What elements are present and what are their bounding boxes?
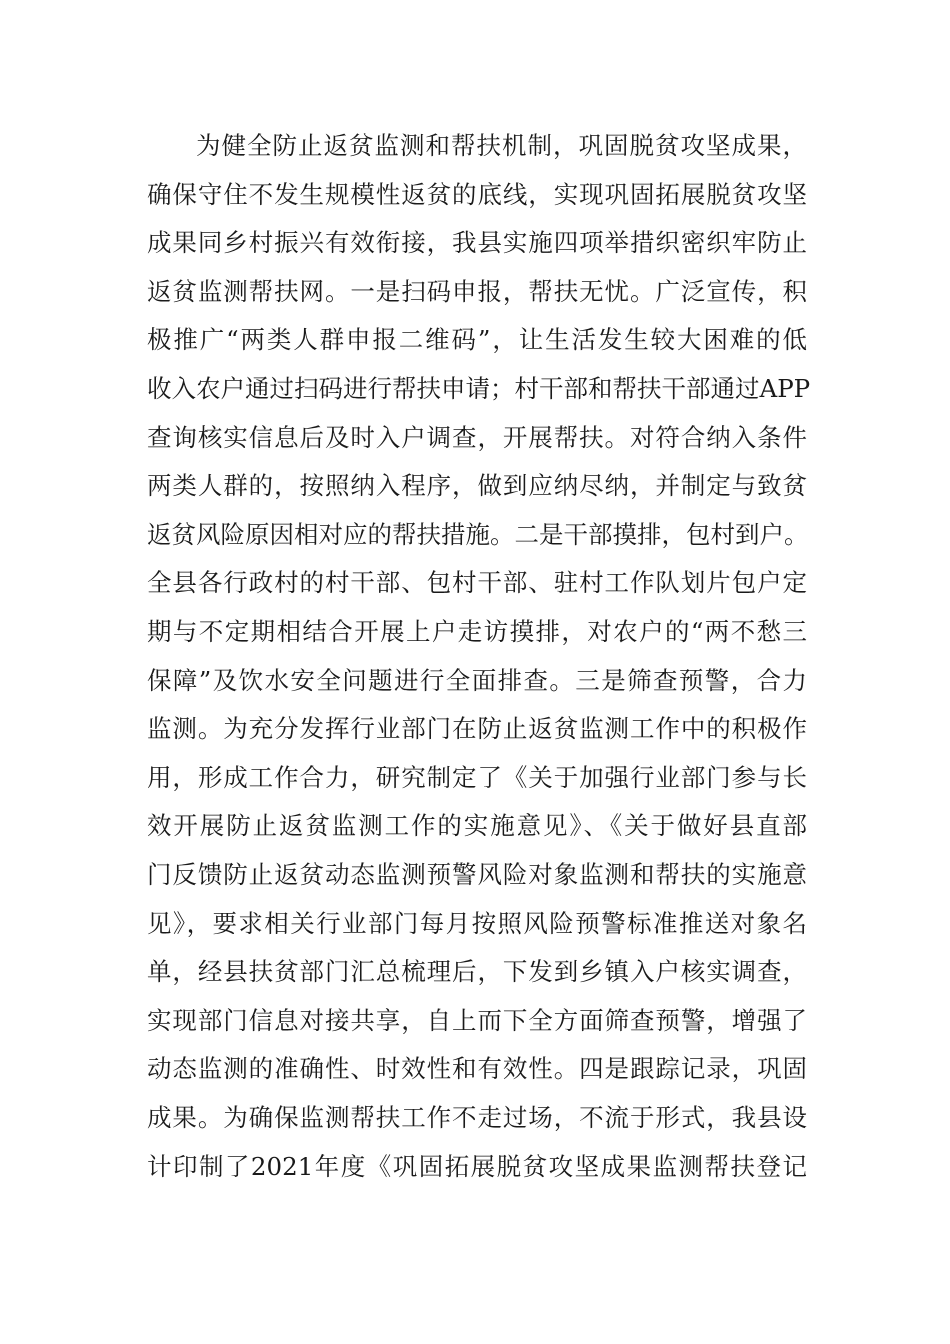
text-line: 全县各行政村的村干部、包村干部、驻村工作队划片包户定 [147,568,807,598]
text-line: 用，形成工作合力，研究制定了《关于加强行业部门参与长 [147,762,807,792]
text-line: 监测。为充分发挥行业部门在防止返贫监测工作中的积极作 [147,714,807,744]
text-line: 计印制了2021年度《巩固拓展脱贫攻坚成果监测帮扶登记 [147,1151,807,1181]
text-line: 门反馈防止返贫动态监测预警风险对象监测和帮扶的实施意 [147,860,807,889]
text-line: 查询核实信息后及时入户调查，开展帮扶。对符合纳入条件 [147,422,807,452]
text-line: 成果同乡村振兴有效衔接，我县实施四项举措织密织牢防止 [147,228,807,258]
text-line: 返贫监测帮扶网。一是扫码申报，帮扶无忧。广泛宣传，积 [147,276,807,306]
text-line: 动态监测的准确性、时效性和有效性。四是跟踪记录，巩固 [147,1054,807,1084]
text-line: 成果。为确保监测帮扶工作不走过场，不流于形式，我县设 [147,1103,807,1132]
text-line: 期与不定期相结合开展上户走访摸排，对农户的“两不愁三 [147,617,807,646]
text-line: 保障”及饮水安全问题进行全面排查。三是筛查预警，合力 [147,665,807,695]
text-line: 两类人群的，按照纳入程序，做到应纳尽纳，并制定与致贫 [147,471,807,501]
text-line: 见》，要求相关行业部门每月按照风险预警标准推送对象名 [147,908,807,938]
text-line: 效开展防止返贫监测工作的实施意见》、《关于做好县直部 [147,811,807,841]
text-line: 单，经县扶贫部门汇总梳理后，下发到乡镇入户核实调查， [147,957,807,987]
text-line: 实现部门信息对接共享，自上而下全方面筛查预警，增强了 [147,1005,807,1035]
text-line: 收入农户通过扫码进行帮扶申请；村干部和帮扶干部通过APP [147,374,811,403]
text-line: 极推广“两类人群申报二维码”，让生活发生较大困难的低 [147,325,807,355]
text-line: 为健全防止返贫监测和帮扶机制，巩固脱贫攻坚成果， [196,131,807,160]
text-line: 返贫风险原因相对应的帮扶措施。二是干部摸排，包村到户。 [147,519,809,549]
text-line: 确保守住不发生规模性返贫的底线，实现巩固拓展脱贫攻坚 [147,179,807,209]
